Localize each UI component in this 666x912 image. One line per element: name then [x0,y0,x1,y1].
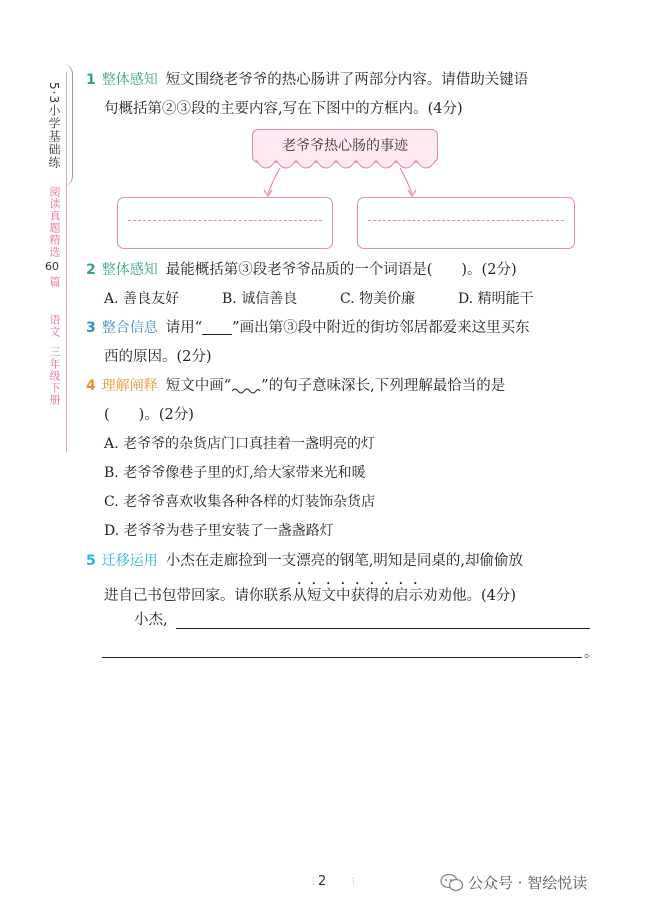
book-subtitle: 阅读真题精选 [48,186,61,258]
subject-label: 语文 [48,314,61,338]
option-a[interactable]: A. 老爷爷的杂货店门口真挂着一盏明亮的灯 [104,436,376,452]
question-text: 短文围绕老爷爷的热心肠讲了两部分内容。请借助关键语 [165,72,529,88]
question-tag: 理解阐释 [101,378,158,394]
question-2-options [104,289,534,309]
answer-prefix: 小杰, [134,612,168,628]
question-4-line2: ( )。(2分) [104,407,194,423]
option-c[interactable]: C. 物美价廉 [340,291,416,307]
question-text-b: ”的句子意味深长,下列理解最恰当的是 [261,378,506,394]
arrow-right-icon [400,168,412,194]
question-number: 4 [86,378,96,394]
answer-box-right[interactable] [357,197,575,249]
question-4 [86,376,505,396]
question-text: 最能概括第③段老爷爷品质的一个词语是( )。(2分) [165,262,517,278]
page-number: 2 [318,874,327,889]
answer-box-left[interactable] [117,197,333,249]
article-count: 60 [45,260,59,273]
question-text: 小杰在走廊捡到一支漂亮的钢笔,明知是同桌的,却偷偷放 [165,553,523,569]
question-number: 2 [86,262,96,278]
question-1 [86,70,528,90]
question-number: 1 [86,72,96,88]
line2-part-c: 劝劝他。(4分) [423,588,517,604]
answer-end: 。 [584,645,599,661]
article-count-unit: 篇 [48,276,61,288]
question-5-line2 [104,580,516,606]
wavy-line-icon [231,380,261,394]
question-3 [86,318,530,338]
question-tag: 整体感知 [101,262,158,278]
option-a[interactable]: A. 善良友好 [104,291,180,307]
emphasized-text: 从短文中获得的启示 [292,588,423,604]
line2-part-a: 进自己书包带回家。请你联系 [104,588,293,604]
page-deco-left: ⫶ [312,877,315,888]
question-number: 3 [86,320,96,336]
diagram-connectors [250,160,440,200]
answer-line-2[interactable] [102,657,582,658]
question-text-a: 请用“ [165,320,203,336]
question-5 [86,551,523,571]
option-b[interactable]: B. 诚信善良 [222,291,298,307]
question-3-line2: 西的原因。(2分) [104,349,212,365]
question-text-a: 短文中画“ [165,378,232,394]
underline-mark [202,320,232,335]
question-2 [86,260,517,280]
question-number: 5 [86,553,96,569]
wechat-icon [440,873,464,893]
question-tag: 迁移运用 [101,553,158,569]
page-deco-right: ⫶ [352,877,355,888]
arrow-left-icon [268,168,280,194]
option-d[interactable]: D. 老爷爷为巷子里安装了一盏盏路灯 [104,523,334,539]
answer-line-1[interactable] [176,628,590,629]
question-1-line2: 句概括第②③段的主要内容,写在下图中的方框内。(4分) [104,101,463,117]
series-title: 5·3小学基础练 [47,82,61,170]
option-c[interactable]: C. 老爷爷喜欢收集各种各样的灯装饰杂货店 [104,494,376,510]
diagram-title: 老爷爷热心肠的事迹 [252,129,438,163]
option-d[interactable]: D. 精明能干 [458,291,534,307]
question-tag: 整体感知 [101,72,158,88]
grade-label: 三年级下册 [48,346,61,406]
watermark: 公众号 · 智绘悦读 [468,874,588,892]
question-tag: 整合信息 [101,320,158,336]
question-text-b: ”画出第③段中附近的街坊邻居都爱来这里买东 [232,320,530,336]
option-b[interactable]: B. 老爷爷像巷子里的灯,给大家带来光和暖 [104,465,366,481]
